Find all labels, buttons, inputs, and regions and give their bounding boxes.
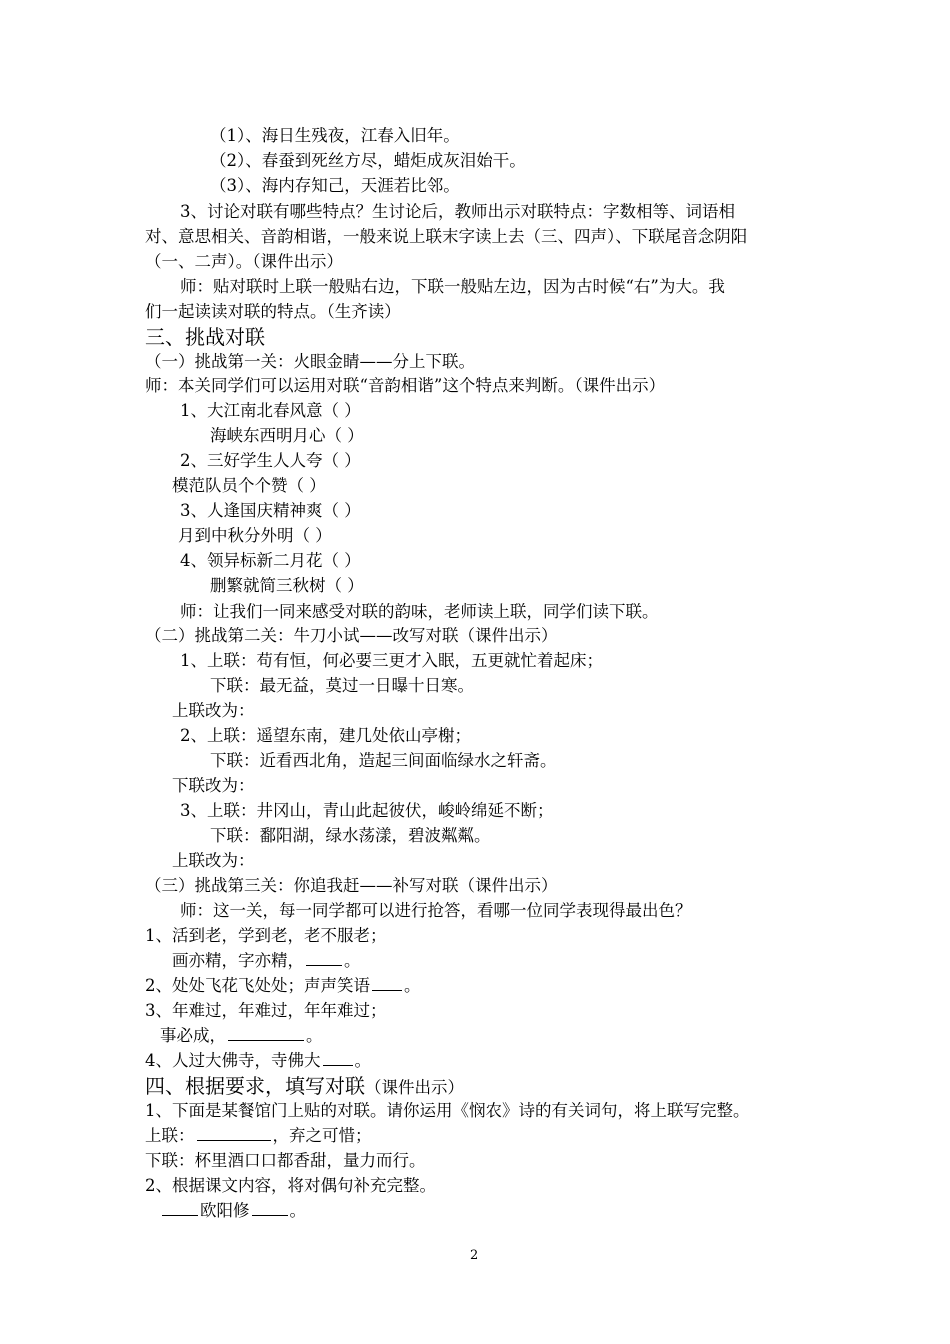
section-heading-3: 三、挑战对联 — [145, 325, 265, 349]
answer-blank — [306, 949, 342, 966]
couplet-item: 3、上联：井冈山，青山此起彼伏，峻岭绵延不断； — [180, 801, 554, 820]
exercise-text: 2、处处飞花飞处处；声声笑语 — [145, 976, 370, 995]
example-line-2: （2）、春蚕到死丝方尽，蜡炬成灰泪始干。 — [210, 151, 526, 170]
couplet-item: 1、上联：苟有恒，何必要三更才入眠，五更就忙着起床； — [180, 651, 603, 670]
couplet-item: 海峡东西明月心（ ） — [210, 426, 364, 445]
exercise-text: ，弃之可惜； — [272, 1126, 372, 1145]
exercise-text: 。 — [306, 1026, 323, 1045]
couplet-item: 月到中秋分外明（ ） — [178, 526, 332, 545]
answer-blank — [372, 974, 402, 991]
paragraph-line: 师：贴对联时上联一般贴右边，下联一般贴左边，因为古时候“右”为大。我 — [180, 277, 725, 296]
exercise-item: 3、年难过，年难过，年年难过； — [145, 1001, 387, 1020]
page-number: 2 — [470, 1248, 479, 1263]
couplet-item: 2、上联：遥望东南，建几处依山亭榭； — [180, 726, 471, 745]
couplet-item: 删繁就简三秋树（ ） — [210, 576, 364, 595]
rewrite-label: 下联改为： — [172, 776, 255, 795]
couplet-item: 2、三好学生人人夸（ ） — [180, 451, 361, 470]
couplet-item: 下联：近看西北角，造起三间面临绿水之轩斋。 — [210, 751, 557, 770]
exercise-item — [160, 1024, 323, 1048]
exercise-text: 。 — [404, 976, 421, 995]
answer-blank — [162, 1199, 198, 1216]
subsection-heading-3: （三）挑战第三关：你追我赶——补写对联（课件出示） — [145, 876, 558, 895]
paragraph-line: 对、意思相关、音韵相谐，一般来说上联末字读上去（三、四声）、下联尾音念阴阳 — [145, 227, 748, 246]
section-heading-text: 四、根据要求，填写对联 — [145, 1074, 365, 1098]
rewrite-label: 上联改为： — [172, 851, 255, 870]
exercise-text: 。 — [344, 951, 361, 970]
exercise-item: 下联：杯里酒口口都香甜，量力而行。 — [145, 1151, 426, 1170]
couplet-item: 3、人逢国庆精神爽（ ） — [180, 501, 361, 520]
answer-blank — [323, 1049, 353, 1066]
example-line-3: （3）、海内存知己，天涯若比邻。 — [210, 176, 460, 195]
answer-blank — [252, 1199, 288, 1216]
paragraph-line: 们一起读读对联的特点。（生齐读） — [145, 302, 401, 321]
exercise-text: 画亦精，字亦精， — [172, 951, 304, 970]
couplet-item: 下联：鄱阳湖，绿水荡漾，碧波粼粼。 — [210, 826, 491, 845]
exercise-text: 。 — [354, 1051, 371, 1070]
subsection-heading-2: （二）挑战第二关：牛刀小试——改写对联（课件出示） — [145, 626, 558, 645]
answer-blank — [197, 1124, 271, 1141]
couplet-item: 4、领异标新二月花（ ） — [180, 551, 361, 570]
exercise-text: 事必成， — [160, 1026, 226, 1045]
exercise-item — [145, 1124, 372, 1148]
exercise-item — [145, 974, 421, 998]
paragraph-line: 师：让我们一同来感受对联的韵味，老师读上联，同学们读下联。 — [180, 602, 659, 621]
exercise-item — [145, 1049, 371, 1073]
couplet-item: 1、大江南北春风意（ ） — [180, 401, 361, 420]
paragraph-line: 3、讨论对联有哪些特点？生讨论后，教师出示对联特点：字数相等、词语相 — [180, 202, 735, 221]
answer-blank — [228, 1024, 304, 1041]
paragraph-line: 师：本关同学们可以运用对联“音韵相谐”这个特点来判断。（课件出示） — [145, 376, 666, 395]
couplet-item: 下联：最无益，莫过一日曝十日寒。 — [210, 676, 474, 695]
exercise-text: 上联： — [145, 1126, 195, 1145]
subsection-heading-1: （一）挑战第一关：火眼金睛——分上下联。 — [145, 352, 475, 371]
exercise-item: 1、下面是某餐馆门上贴的对联。请你运用《悯农》诗的有关词句，将上联写完整。 — [145, 1101, 750, 1120]
section-heading-4 — [145, 1072, 464, 1100]
couplet-item: 模范队员个个赞（ ） — [172, 476, 326, 495]
exercise-item — [160, 1199, 306, 1223]
exercise-text: 。 — [289, 1201, 306, 1220]
exercise-text: 欧阳修 — [200, 1201, 250, 1220]
exercise-item: 2、根据课文内容，将对偶句补充完整。 — [145, 1176, 436, 1195]
rewrite-label: 上联改为： — [172, 701, 255, 720]
exercise-item: 1、活到老，学到老，老不服老； — [145, 926, 387, 945]
exercise-text: 4、人过大佛寺，寺佛大 — [145, 1051, 321, 1070]
section-heading-note: （课件出示） — [365, 1078, 464, 1097]
paragraph-line: （一、二声）。（课件出示） — [145, 252, 343, 271]
example-line-1: （1）、海日生残夜，江春入旧年。 — [210, 126, 460, 145]
exercise-item — [172, 949, 361, 973]
paragraph-line: 师：这一关，每一同学都可以进行抢答，看哪一位同学表现得最出色？ — [180, 901, 692, 920]
